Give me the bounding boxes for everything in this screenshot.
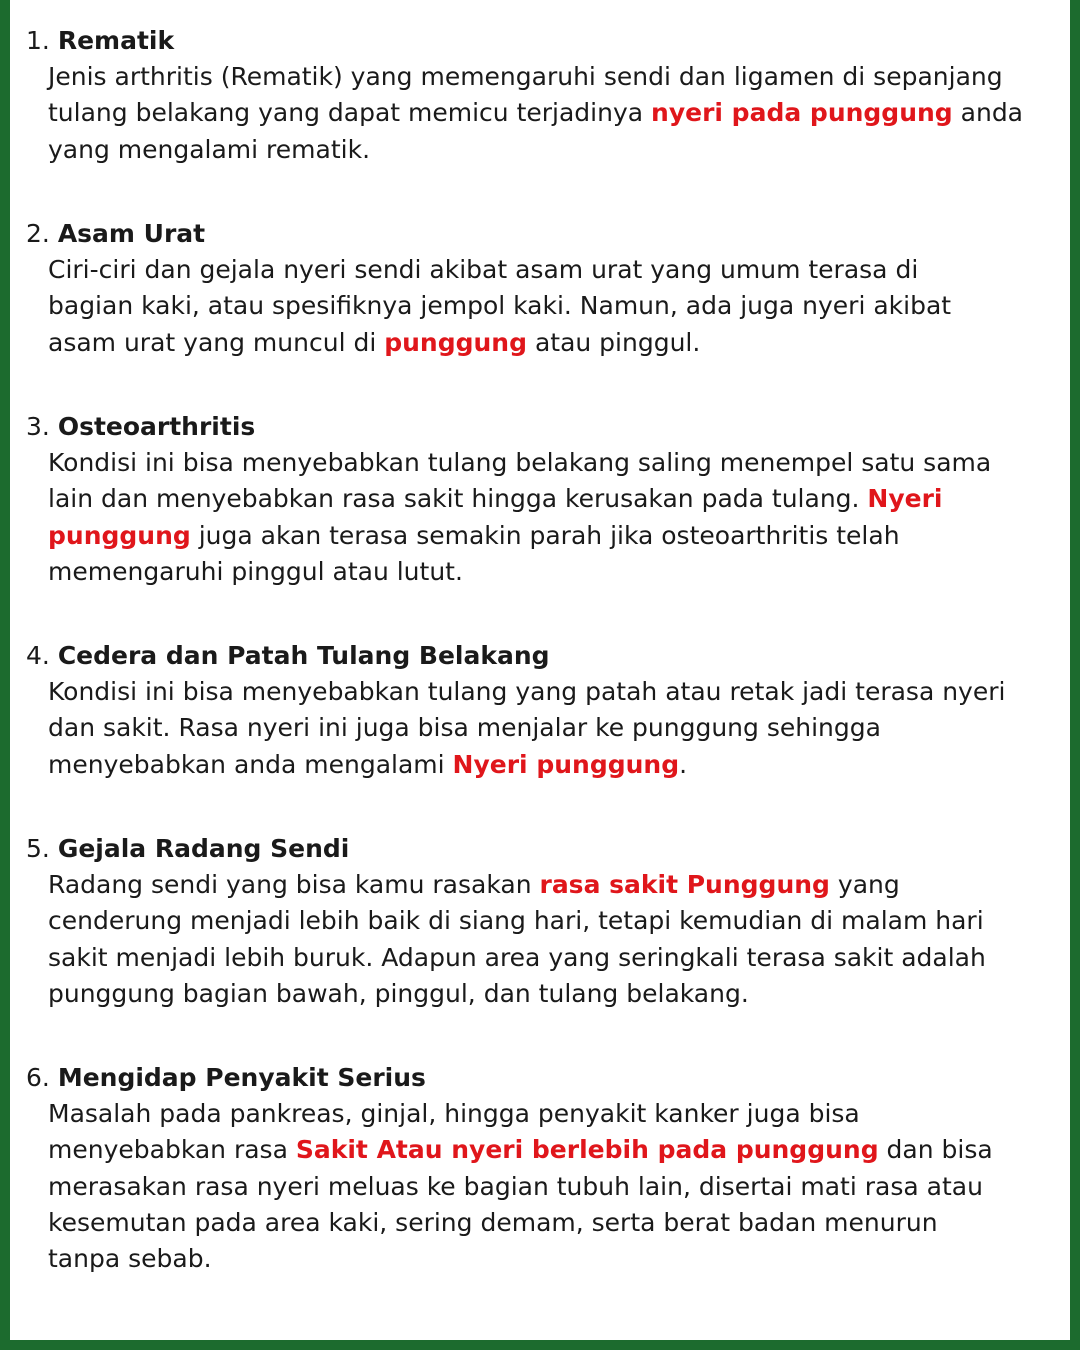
content-card xyxy=(10,0,1070,1340)
list-item-rematik xyxy=(26,23,1066,168)
item-body xyxy=(48,252,1066,361)
body-line xyxy=(48,325,1066,361)
body-line xyxy=(48,674,1066,710)
body-line xyxy=(48,95,1066,131)
body-text: Radang sendi yang bisa kamu rasakan xyxy=(48,870,540,899)
body-line xyxy=(48,554,1066,590)
highlight-text: nyeri pada punggung xyxy=(651,98,953,128)
body-line xyxy=(48,132,1066,168)
body-line xyxy=(48,481,1066,517)
body-text: juga akan terasa semakin parah jika osteoarthritis telah xyxy=(190,520,900,550)
item-number: 1. xyxy=(26,26,50,55)
body-text: menyebabkan anda mengalami xyxy=(48,749,453,779)
highlight-text: Nyeri punggung xyxy=(452,749,680,779)
item-number: 2. xyxy=(26,219,50,248)
body-text: Jenis arthritis (Rematik) yang memengaruhi sendi dan ligamen di sepanjang xyxy=(48,62,1003,91)
body-line xyxy=(48,445,1066,481)
item-number: 6. xyxy=(26,1063,50,1092)
highlight-text: punggung xyxy=(384,327,527,357)
item-heading: Mengidap Penyakit Serius xyxy=(57,1063,426,1092)
item-heading: Rematik xyxy=(57,26,175,55)
body-text: Kondisi ini bisa menyebabkan tulang yang patah atau retak jadi terasa nyeri xyxy=(48,677,1006,706)
body-text: atau pinggul. xyxy=(527,327,701,357)
body-line xyxy=(48,940,1066,976)
body-line xyxy=(48,252,1066,288)
body-line xyxy=(48,518,1066,554)
item-title xyxy=(26,638,1066,674)
item-title xyxy=(26,216,1066,252)
body-line xyxy=(48,747,1066,783)
list-item-penyakit-serius xyxy=(26,1060,1066,1277)
body-line xyxy=(48,976,1066,1012)
item-number: 3. xyxy=(26,412,50,441)
body-text: punggung bagian bawah, pinggul, dan tulang belakang. xyxy=(48,978,749,1008)
item-body xyxy=(48,674,1066,783)
body-line xyxy=(48,1132,1066,1168)
body-text: cenderung menjadi lebih baik di siang hari, tetapi kemudian di malam hari xyxy=(48,906,984,936)
body-line xyxy=(48,1169,1066,1205)
item-body xyxy=(48,867,1066,1012)
body-line xyxy=(48,1241,1066,1277)
highlight-text: Nyeri xyxy=(867,484,943,514)
highlight-text: rasa sakit Punggung xyxy=(539,870,830,899)
item-body xyxy=(48,445,1066,590)
body-text: yang xyxy=(829,870,900,899)
body-line xyxy=(48,288,1066,324)
body-line xyxy=(48,1096,1066,1132)
item-title xyxy=(26,1060,1066,1096)
item-heading: Gejala Radang Sendi xyxy=(57,834,350,863)
body-text: merasakan rasa nyeri meluas ke bagian tubuh lain, disertai mati rasa atau xyxy=(48,1171,983,1201)
body-text: . xyxy=(679,749,688,779)
body-text: Kondisi ini bisa menyebabkan tulang belakang saling menempel satu sama xyxy=(48,448,992,477)
body-text: menyebabkan rasa xyxy=(48,1135,296,1165)
body-text: lain dan menyebabkan rasa sakit hingga kerusakan pada tulang. xyxy=(48,484,868,514)
body-text: tulang belakang yang dapat memicu terjadinya xyxy=(48,98,652,128)
item-title xyxy=(26,409,1066,445)
body-line xyxy=(48,710,1066,746)
highlight-text: Sakit Atau nyeri berlebih pada punggung xyxy=(295,1135,879,1165)
body-text: kesemutan pada area kaki, sering demam, serta berat badan menurun xyxy=(48,1207,938,1237)
body-line xyxy=(48,59,1066,95)
body-line xyxy=(48,903,1066,939)
list-item-osteoarthritis xyxy=(26,409,1066,590)
body-text: memengaruhi pinggul atau lutut. xyxy=(48,556,463,586)
item-heading: Cedera dan Patah Tulang Belakang xyxy=(57,641,550,670)
highlight-text: punggung xyxy=(48,520,191,550)
body-text: Masalah pada pankreas, ginjal, hingga penyakit kanker juga bisa xyxy=(48,1099,860,1128)
body-text: sakit menjadi lebih buruk. Adapun area yang seringkali terasa sakit adalah xyxy=(48,942,986,972)
body-text: Ciri-ciri dan gejala nyeri sendi akibat asam urat yang umum terasa di xyxy=(48,255,919,284)
item-heading: Asam Urat xyxy=(57,219,206,248)
item-heading: Osteoarthritis xyxy=(57,412,256,441)
body-text: anda xyxy=(952,98,1024,128)
body-text: tanpa sebab. xyxy=(48,1244,212,1274)
body-line xyxy=(48,1205,1066,1241)
body-text: dan bisa xyxy=(878,1135,993,1165)
list-item-asam-urat xyxy=(26,216,1066,361)
item-body xyxy=(48,59,1066,168)
item-number: 4. xyxy=(26,641,50,670)
body-text: asam urat yang muncul di xyxy=(48,327,385,357)
body-text: yang mengalami rematik. xyxy=(48,134,371,164)
item-number: 5. xyxy=(26,834,50,863)
item-body xyxy=(48,1096,1066,1277)
item-title xyxy=(26,831,1066,867)
body-text: dan sakit. Rasa nyeri ini juga bisa menjalar ke punggung sehingga xyxy=(48,713,881,743)
body-line xyxy=(48,867,1066,903)
list-item-radang-sendi xyxy=(26,831,1066,1012)
item-title xyxy=(26,23,1066,59)
list-item-cedera xyxy=(26,638,1066,783)
body-text: bagian kaki, atau spesifiknya jempol kaki. Namun, ada juga nyeri akibat xyxy=(48,291,952,321)
